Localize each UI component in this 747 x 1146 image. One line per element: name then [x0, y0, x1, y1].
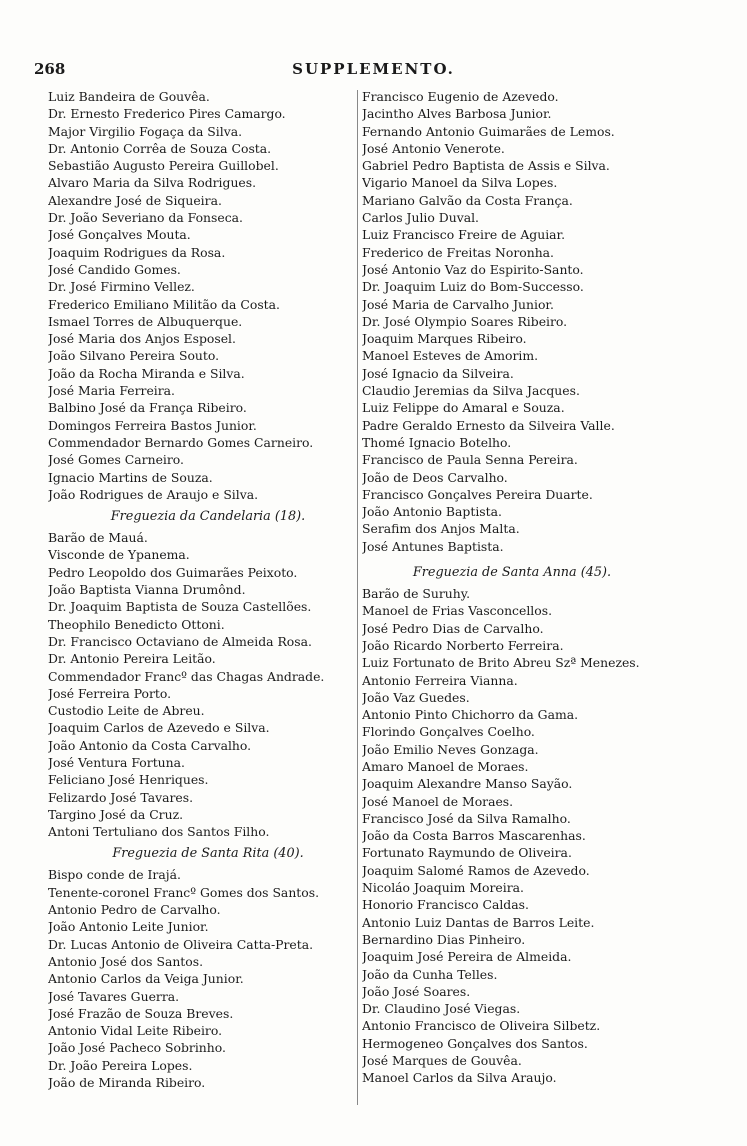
name-entry: Dr. José Olympio Soares Ribeiro. — [362, 313, 568, 329]
name-entry: José Ignacio da Silveira. — [362, 365, 514, 381]
name-entry: Joaquim José Pereira de Almeida. — [362, 949, 572, 965]
name-entry: Gabriel Pedro Baptista de Assis e Silva. — [362, 158, 610, 174]
name-entry: João Antonio Baptista. — [362, 504, 502, 520]
name-entry: Custodio Leite de Abreu. — [48, 703, 205, 719]
name-entry: Dr. Francisco Octaviano de Almeida Rosa. — [48, 633, 312, 649]
name-entry: Antonio Pinto Chichorro da Gama. — [362, 707, 579, 723]
name-entry: Joaquim Salomé Ramos de Azevedo. — [362, 862, 590, 878]
name-entry: Francisco de Paula Senna Pereira. — [362, 452, 578, 468]
name-entry: João Antonio da Costa Carvalho. — [48, 737, 252, 753]
name-entry: João de Miranda Ribeiro. — [48, 1075, 206, 1091]
name-entry: Bispo conde de Irajá. — [48, 867, 181, 883]
name-entry: Antoni Tertuliano dos Santos Filho. — [48, 824, 270, 840]
left-intro-list — [48, 88, 368, 503]
name-entry: João Vaz Guedes. — [362, 689, 470, 705]
name-entry: José Pedro Dias de Carvalho. — [362, 620, 544, 636]
name-entry: Luiz Fortunato de Brito Abreu Szª Menezes. — [362, 655, 640, 671]
name-entry: José Antonio Vaz do Espirito-Santo. — [362, 261, 584, 277]
name-entry: Dr. José Firmino Vellez. — [48, 279, 195, 295]
name-entry: Dr. Lucas Antonio de Oliveira Catta-Preta. — [48, 936, 314, 952]
name-entry: Dr. Joaquim Luiz do Bom-Successo. — [362, 279, 584, 295]
name-entry: Barão de Suruhy. — [362, 586, 471, 602]
name-entry: Ignacio Martins de Souza. — [48, 469, 213, 485]
name-entry: Frederico Emiliano Militão da Costa. — [48, 296, 280, 312]
name-entry: José Maria dos Anjos Esposel. — [48, 331, 236, 347]
name-entry: Theophilo Benedicto Ottoni. — [48, 616, 225, 632]
name-entry: Major Virgilio Fogaça da Silva. — [48, 123, 243, 139]
name-entry: Sebastião Augusto Pereira Guillobel. — [48, 158, 279, 174]
name-entry: Alvaro Maria da Silva Rodrigues. — [48, 175, 257, 191]
name-entry: Serafim dos Anjos Malta. — [362, 521, 520, 537]
name-entry: Luiz Francisco Freire de Aguiar. — [362, 227, 566, 243]
name-entry: José Tavares Guerra. — [48, 988, 180, 1004]
name-entry: José Manoel de Moraes. — [362, 793, 514, 809]
name-entry: Antonio José dos Santos. — [48, 953, 204, 969]
name-entry: Dr. Joaquim Baptista de Souza Castellões. — [48, 599, 312, 615]
name-entry: Padre Geraldo Ernesto da Silveira Valle. — [362, 417, 615, 433]
name-entry: Frederico de Freitas Noronha. — [362, 244, 554, 260]
name-entry: Francisco Gonçalves Pereira Duarte. — [362, 486, 593, 502]
name-entry: Targino José da Cruz. — [48, 806, 184, 822]
name-entry: Joaquim Marques Ribeiro. — [362, 331, 527, 347]
name-entry: José Ventura Fortuna. — [48, 754, 185, 770]
name-entry: Domingos Ferreira Bastos Junior. — [48, 417, 257, 433]
name-entry: Joaquim Carlos de Azevedo e Silva. — [48, 720, 270, 736]
name-entry: José Maria Ferreira. — [48, 383, 175, 399]
name-entry: Tenente-coronel Francº Gomes dos Santos. — [48, 884, 320, 900]
name-entry: José Antonio Venerote. — [362, 140, 505, 156]
name-entry: João da Cunha Telles. — [362, 966, 498, 982]
name-entry: José Candido Gomes. — [48, 261, 181, 277]
name-entry: Ismael Torres de Albuquerque. — [48, 313, 243, 329]
name-entry: Fernando Antonio Guimarães de Lemos. — [362, 123, 615, 139]
section-heading-santa-rita: Freguezia de Santa Rita (40). — [112, 846, 304, 862]
right-intro-list — [362, 88, 662, 555]
name-entry: Fortunato Raymundo de Oliveira. — [362, 845, 572, 861]
name-entry: José Gonçalves Mouta. — [48, 227, 191, 243]
name-entry: Barão de Mauá. — [48, 530, 148, 546]
name-entry: João de Deos Carvalho. — [362, 469, 508, 485]
name-entry: Honorio Francisco Caldas. — [362, 897, 529, 913]
name-entry: Visconde de Ypanema. — [48, 547, 190, 563]
section-heading-santa-anna: Freguezia de Santa Anna (45). — [412, 565, 612, 581]
name-entry: Jacintho Alves Barbosa Junior. — [362, 106, 552, 122]
name-entry: José Frazão de Souza Breves. — [48, 1005, 234, 1021]
name-entry: Dr. Claudino José Viegas. — [362, 1001, 521, 1017]
name-entry: Antonio Carlos da Veiga Junior. — [48, 971, 244, 987]
santa-rita-list — [48, 866, 368, 1091]
name-entry: Pedro Leopoldo dos Guimarães Peixoto. — [48, 564, 298, 580]
name-entry: José Antunes Baptista. — [362, 538, 504, 554]
name-entry: Antonio Pedro de Carvalho. — [48, 902, 221, 918]
candelaria-list — [48, 529, 368, 840]
name-entry: Feliciano José Henriques. — [48, 772, 209, 788]
name-entry: João José Soares. — [362, 983, 471, 999]
name-entry: Commendador Francº das Chagas Andrade. — [48, 668, 325, 684]
section-heading-candelaria: Freguezia da Candelaria (18). — [110, 509, 306, 525]
name-entry: Claudio Jeremias da Silva Jacques. — [362, 383, 580, 399]
name-entry: Vigario Manoel da Silva Lopes. — [362, 175, 558, 191]
name-entry: Dr. Ernesto Frederico Pires Camargo. — [48, 106, 286, 122]
name-entry: Antonio Vidal Leite Ribeiro. — [48, 1023, 223, 1039]
name-entry: João da Rocha Miranda e Silva. — [48, 365, 245, 381]
name-entry: João Silvano Pereira Souto. — [48, 348, 220, 364]
name-entry: José Marques de Gouvêa. — [362, 1053, 522, 1069]
name-entry: Antonio Luiz Dantas de Barros Leite. — [362, 914, 595, 930]
name-entry: Antonio Ferreira Vianna. — [362, 672, 518, 688]
right-column — [362, 88, 662, 1087]
name-entry: João Baptista Vianna Drumônd. — [48, 582, 246, 598]
name-entry: Bernardino Dias Pinheiro. — [362, 931, 526, 947]
name-entry: Florindo Gonçalves Coelho. — [362, 724, 535, 740]
name-entry: Francisco Eugenio de Azevedo. — [362, 89, 559, 104]
name-entry: Manoel Carlos da Silva Araujo. — [362, 1070, 557, 1086]
name-entry: Manoel Esteves de Amorim. — [362, 348, 539, 364]
name-entry: Luiz Bandeira de Gouvêa. — [48, 89, 210, 104]
name-entry: Joaquim Rodrigues da Rosa. — [48, 244, 226, 260]
left-column — [48, 88, 368, 1091]
name-entry: João Emilio Neves Gonzaga. — [362, 741, 539, 757]
name-entry: Commendador Bernardo Gomes Carneiro. — [48, 434, 314, 450]
name-entry: João Antonio Leite Junior. — [48, 919, 209, 935]
name-entry: José Gomes Carneiro. — [48, 452, 184, 468]
name-entry: Dr. Antonio Pereira Leitão. — [48, 651, 216, 667]
name-entry: José Ferreira Porto. — [48, 685, 172, 701]
page-title: SUPPLEMENTO. — [292, 60, 455, 78]
name-entry: Alexandre José de Siqueira. — [48, 192, 222, 208]
name-entry: Carlos Julio Duval. — [362, 210, 479, 226]
name-entry: João José Pacheco Sobrinho. — [48, 1040, 226, 1056]
name-entry: Felizardo José Tavares. — [48, 789, 194, 805]
name-entry: Amaro Manoel de Moraes. — [362, 758, 529, 774]
name-entry: Francisco José da Silva Ramalho. — [362, 810, 571, 826]
name-entry: João da Costa Barros Mascarenhas. — [362, 828, 586, 844]
name-entry: Mariano Galvão da Costa França. — [362, 192, 573, 208]
name-entry: Balbino José da França Ribeiro. — [48, 400, 247, 416]
name-entry: João Ricardo Norberto Ferreira. — [362, 637, 564, 653]
name-entry: João Rodrigues de Araujo e Silva. — [48, 486, 259, 502]
name-entry: Luiz Felippe do Amaral e Souza. — [362, 400, 565, 416]
name-entry: Joaquim Alexandre Manso Sayão. — [362, 776, 573, 792]
name-entry: Thomé Ignacio Botelho. — [362, 434, 512, 450]
name-entry: Nicoláo Joaquim Moreira. — [362, 880, 524, 896]
name-entry: Manoel de Frias Vasconcellos. — [362, 603, 553, 619]
name-entry: Dr. João Severiano da Fonseca. — [48, 210, 243, 226]
page-number: 268 — [34, 60, 66, 78]
name-entry: Antonio Francisco de Oliveira Silbetz. — [362, 1018, 601, 1034]
name-entry: Dr. João Pereira Lopes. — [48, 1057, 193, 1073]
name-entry: Hermogeneo Gonçalves dos Santos. — [362, 1035, 588, 1051]
name-entry: José Maria de Carvalho Junior. — [362, 296, 554, 312]
name-entry: Dr. Antonio Corrêa de Souza Costa. — [48, 140, 272, 156]
santa-anna-list — [362, 585, 662, 1087]
